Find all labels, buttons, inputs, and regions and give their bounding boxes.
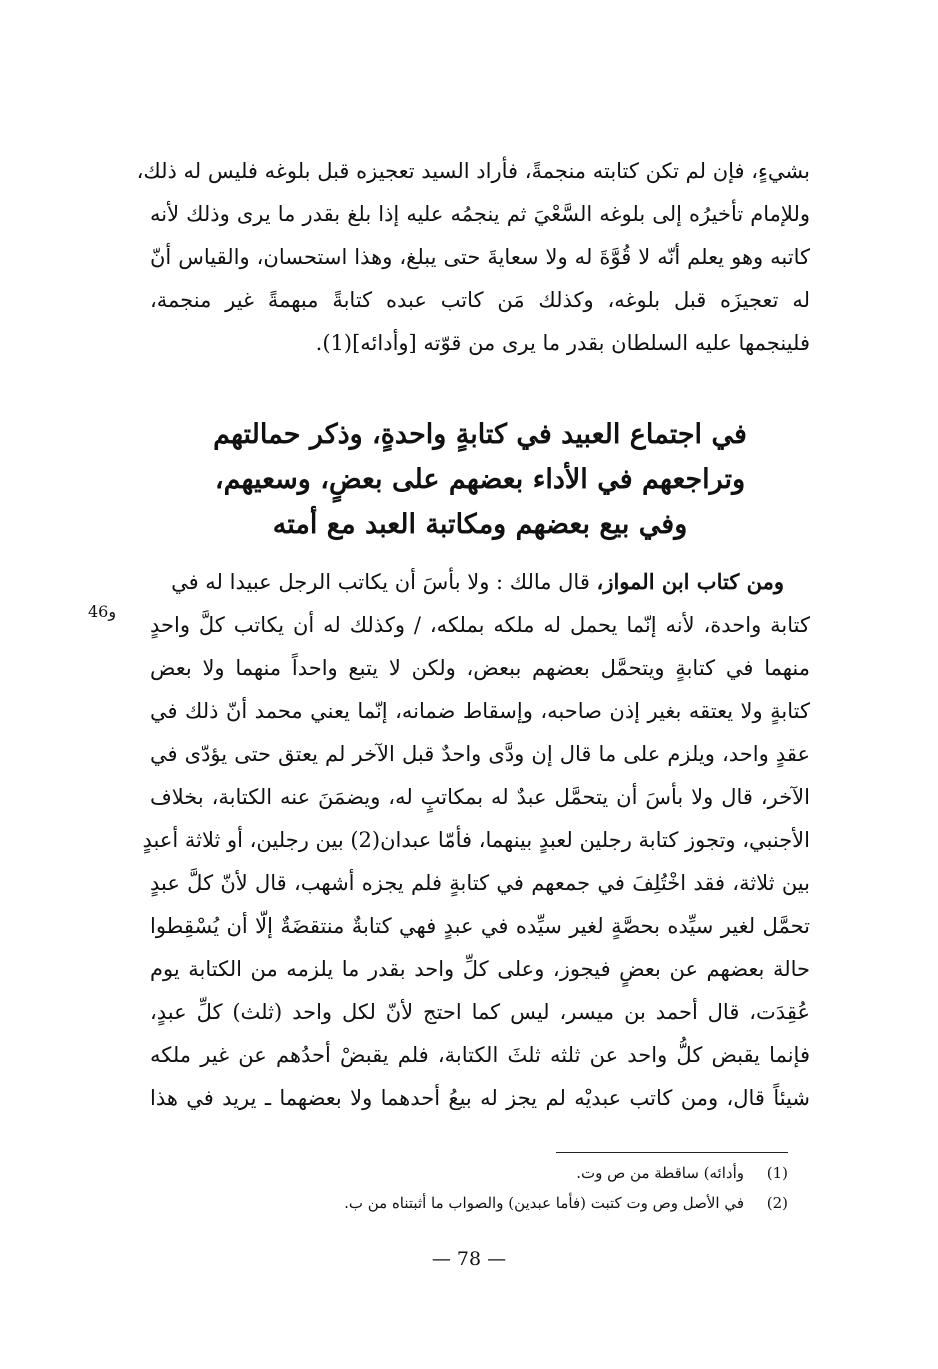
footnote-text: وأدائه) ساقطة من ص وت.	[576, 1164, 744, 1182]
footnote-text: في الأصل وص وت كتبت (فأما عبدين) والصواب ما أثبتناه من ب.	[344, 1194, 744, 1212]
text-line: كتابةٍ ولا يعتقه بغير إذن صاحبه، وإسقاط ضمانه، إنّما يعني محمد أنّ ذلك في	[150, 699, 810, 723]
footnote-number: (2)	[766, 1194, 788, 1212]
text-line: عقدٍ واحد، ويلزم على ما قال إن ودَّى واحدٌ قبل الآخر لم يعتق حتى يؤدّى في	[150, 742, 810, 766]
first-line	[150, 560, 810, 604]
text-line: عُقِدَت، قال أحمد بن ميسر، ليس كما احتج لأنّ لكل واحد (ثلث) كلِّ عبدٍ،	[150, 1000, 810, 1024]
text-line: الآخر، قال ولا بأسَ أن يتحمَّل عبدٌ له بمكاتبٍ له، ويضمَنَ عنه الكتابة، بخلاف	[150, 785, 810, 809]
source-lead: ومن كتاب ابن المواز،	[596, 569, 784, 594]
text-line: كاتبه وهو يعلم أنّه لا قُوَّةَ له ولا سعايةَ حتى يبلغ، وهذا استحسان، والقياس أنّ	[150, 245, 810, 269]
text-line: كتابة واحدة، لأنه إنّما يحمل له ملكه بملكه، / وكذلك له أن يكاتب كلَّ واحدٍ	[150, 613, 810, 637]
page-number: — 78 —	[431, 1248, 507, 1270]
paragraph-top	[136, 150, 810, 365]
text-line: بشيءٍ، فإن لم تكن كتابته منجمةً، فأراد السيد تعجيزه قبل بلوغه فليس له ذلك،	[136, 159, 810, 183]
first-line-rest: قال مالك : ولا بأسَ أن يكاتب الرجل عبيدا له في	[171, 570, 597, 594]
text-line: حالة بعضهم عن بعضٍ فيجوز، وعلى كلِّ واحد بقدر ما يلزمه من الكتابة يوم	[150, 957, 810, 981]
footnote-divider	[556, 1152, 788, 1153]
footnote	[128, 1188, 788, 1218]
text-line: منهما في كتابةٍ ويتحمَّل بعضهم ببعض، ولكن لا يتبع واحداً منهما ولا بعض	[150, 656, 810, 680]
section-heading	[150, 412, 810, 547]
text-line: شيئاً قال، ومن كاتب عبديْه لم يجز له بيعُ أحدهما ولا بعضهما ـ يريد في هذا	[150, 1086, 810, 1110]
text-line: تحمَّل لغير سيِّده بحصَّةٍ لغير سيِّده في عبدٍ فهي كتابةٌ منتقضَةٌ إلّا أن يُسْقِطوا	[150, 914, 810, 938]
text-line: الأجنبي، وتجوز كتابة رجلين لعبدٍ بينهما، فأمّا عبدان(2) بين رجلين، أو ثلاثة أعبدٍ	[142, 828, 810, 852]
footnote-number: (1)	[766, 1164, 788, 1182]
heading-line: في اجتماع العبيد في كتابةٍ واحدةٍ، وذكر حمالتهم	[213, 419, 747, 450]
paragraph-main	[142, 560, 810, 1120]
text-line: فإنما يقبض كلُّ واحد عن ثلثه ثلثَ الكتابة، فلم يقبضْ أحدُهم عن غير ملكه	[150, 1043, 810, 1067]
text-line-last: فلينجمها عليه السلطان بقدر ما يرى من قوّته [وأدائه](1).	[315, 331, 810, 355]
text-line: له تعجيزَه قبل بلوغه، وكذلك مَن كاتب عبده كتابةً مبهمةً غير منجمة،	[150, 288, 810, 312]
footnotes	[128, 1158, 788, 1218]
folio-margin-note: 46و	[88, 602, 117, 621]
footnote	[128, 1158, 788, 1188]
heading-line: وتراجعهم في الأداء بعضهم على بعضٍ، وسعيهم،	[214, 464, 746, 495]
text-line: بين ثلاثة، فقد اخْتُلِفَ في جمعهم في كتابةٍ فلم يجزه أشهب، قال لأنّ كلَّ عبدٍ	[150, 871, 810, 895]
text-line: وللإمام تأخيرُه إلى بلوغه السَّعْيَ ثم ينجمُه عليه إذا بلغ بقدر ما يرى وذلك لأنه	[150, 202, 810, 226]
heading-line: وفي بيع بعضهم ومكاتبة العبد مع أمته	[272, 509, 688, 540]
